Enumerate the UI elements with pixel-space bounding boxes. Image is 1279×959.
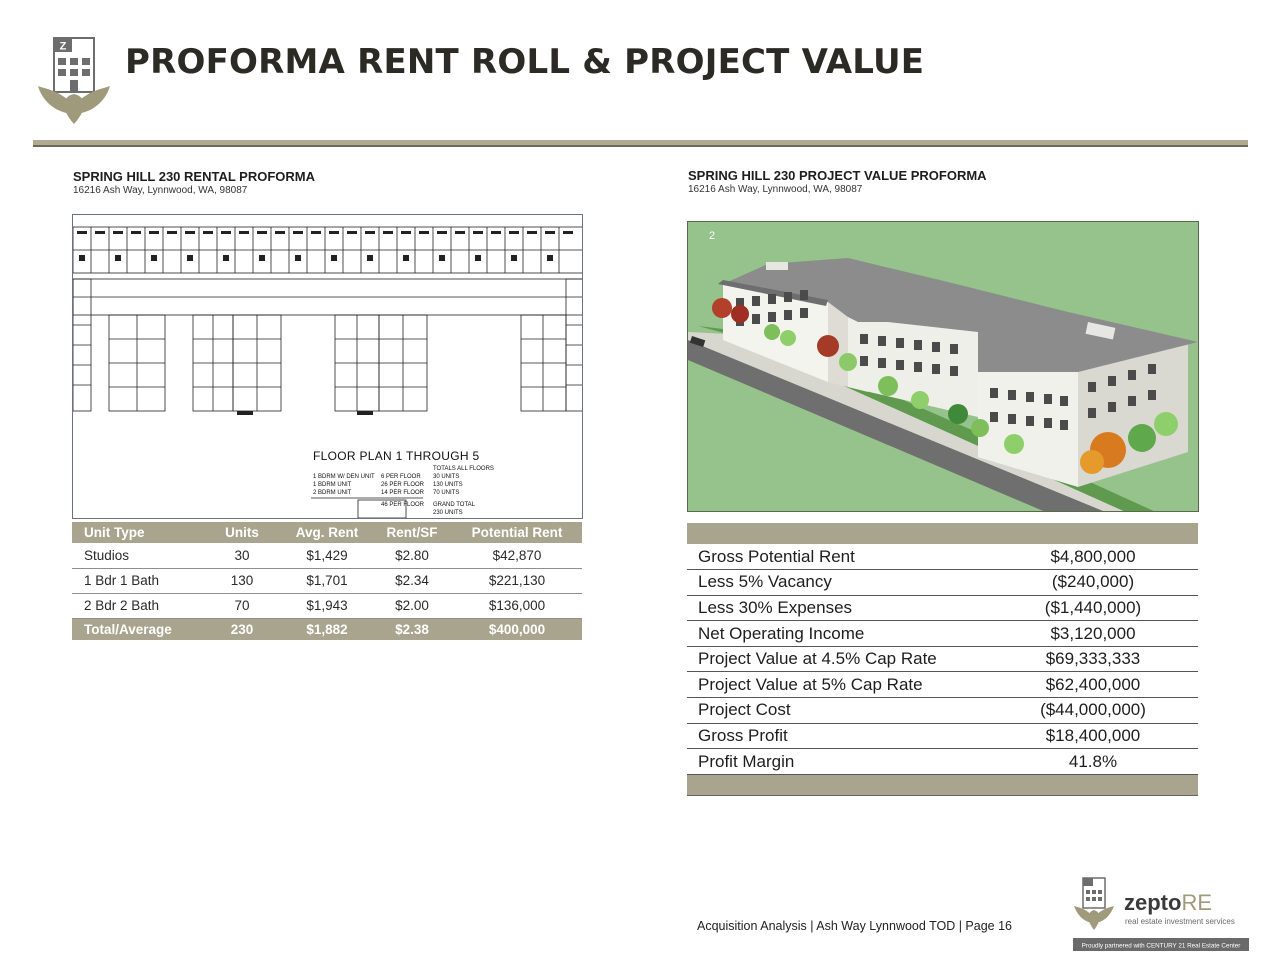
legend-row: 2 BDRM UNIT 14 PER FLOOR 70 UNITS xyxy=(313,490,460,496)
header-avg-rent: Avg. Rent xyxy=(282,522,372,543)
value-label: Less 5% Vacancy xyxy=(687,570,988,596)
floor-plan-title: FLOOR PLAN 1 THROUGH 5 xyxy=(313,449,480,463)
table-row xyxy=(687,698,1198,724)
legend-row: 1 BDRM UNIT 26 PER FLOOR 130 UNITS xyxy=(313,482,463,488)
total-avg-rent: $1,882 xyxy=(282,618,372,640)
cell-potential-rent: $42,870 xyxy=(452,543,582,568)
page-title: PROFORMA RENT ROLL & PROJECT VALUE xyxy=(125,42,925,82)
cell-potential-rent: $136,000 xyxy=(452,593,582,618)
header-potential-rent: Potential Rent xyxy=(452,522,582,543)
building-rendering-illustration xyxy=(688,222,1199,512)
project-value-table xyxy=(687,544,1198,775)
rental-proforma-address: 16216 Ash Way, Lynnwood, WA, 98087 xyxy=(73,185,248,196)
value-label: Project Cost xyxy=(687,698,988,724)
rent-roll-table xyxy=(72,522,582,640)
floor-plan-legend xyxy=(313,465,494,517)
building-rendering xyxy=(687,221,1199,512)
value-amount: $18,400,000 xyxy=(988,723,1198,749)
total-rent-sf: $2.38 xyxy=(372,618,452,640)
cell-unit-type: 1 Bdr 1 Bath xyxy=(72,568,202,593)
value-amount: 41.8% xyxy=(988,749,1198,775)
header-rent-sf: Rent/SF xyxy=(372,522,452,543)
page-number: 16 xyxy=(998,919,1013,933)
value-amount: $69,333,333 xyxy=(988,646,1198,672)
legend-grand-total-label: GRAND TOTAL xyxy=(433,502,476,508)
zepto-brand-logo xyxy=(1073,876,1249,952)
legend-header: TOTALS ALL FLOORS xyxy=(433,466,494,472)
value-table-header-band xyxy=(687,523,1198,544)
cell-avg-rent: $1,429 xyxy=(282,543,372,568)
logo-letter: Z xyxy=(59,40,67,53)
company-logo xyxy=(36,34,112,128)
legend-floor-total: 46 PER FLOOR xyxy=(381,502,425,508)
page-footer xyxy=(697,919,1012,933)
table-total-row xyxy=(72,618,582,640)
cell-units: 70 xyxy=(202,593,282,618)
total-units: 230 xyxy=(202,618,282,640)
table-row xyxy=(687,570,1198,596)
value-label: Less 30% Expenses xyxy=(687,595,988,621)
title-divider xyxy=(33,140,1248,147)
cell-avg-rent: $1,943 xyxy=(282,593,372,618)
header-units: Units xyxy=(202,522,282,543)
table-row xyxy=(72,593,582,618)
rendering-label: 2 xyxy=(709,230,716,242)
value-label: Gross Profit xyxy=(687,723,988,749)
brand-partner-text: Proudly partnered with CENTURY 21 Real Estate Center xyxy=(1081,942,1241,950)
table-row xyxy=(72,568,582,593)
value-label: Project Value at 5% Cap Rate xyxy=(687,672,988,698)
cell-rent-sf: $2.00 xyxy=(372,593,452,618)
value-amount: ($1,440,000) xyxy=(988,595,1198,621)
cell-avg-rent: $1,701 xyxy=(282,568,372,593)
brand-tagline: real estate investment services xyxy=(1125,917,1235,926)
table-row xyxy=(687,621,1198,647)
value-amount: ($240,000) xyxy=(988,570,1198,596)
cell-rent-sf: $2.80 xyxy=(372,543,452,568)
table-row xyxy=(687,544,1198,570)
value-amount: $62,400,000 xyxy=(988,672,1198,698)
table-row xyxy=(72,543,582,568)
cell-units: 130 xyxy=(202,568,282,593)
table-header-row xyxy=(72,522,582,543)
header-unit-type: Unit Type xyxy=(72,522,202,543)
rental-proforma-title: SPRING HILL 230 RENTAL PROFORMA xyxy=(73,169,315,184)
table-row xyxy=(687,646,1198,672)
legend-row: 1 BDRM W/ DEN UNIT 6 PER FLOOR 30 UNITS xyxy=(313,474,460,480)
value-label: Net Operating Income xyxy=(687,621,988,647)
value-label: Gross Potential Rent xyxy=(687,544,988,570)
footer-text: Acquisition Analysis | Ash Way Lynnwood TOD | Page xyxy=(697,919,995,933)
value-label: Profit Margin xyxy=(687,749,988,775)
cell-units: 30 xyxy=(202,543,282,568)
total-potential-rent: $400,000 xyxy=(452,618,582,640)
table-row xyxy=(687,723,1198,749)
total-label: Total/Average xyxy=(72,618,202,640)
table-row xyxy=(687,595,1198,621)
cell-unit-type: Studios xyxy=(72,543,202,568)
value-amount: ($44,000,000) xyxy=(988,698,1198,724)
value-amount: $4,800,000 xyxy=(988,544,1198,570)
value-label: Project Value at 4.5% Cap Rate xyxy=(687,646,988,672)
value-amount: $3,120,000 xyxy=(988,621,1198,647)
project-value-address: 16216 Ash Way, Lynnwood, WA, 98087 xyxy=(688,184,863,195)
floor-plan-drawing xyxy=(72,214,583,519)
cell-potential-rent: $221,130 xyxy=(452,568,582,593)
table-row xyxy=(687,672,1198,698)
value-table-footer-band xyxy=(687,775,1198,796)
brand-name: zeptoRE xyxy=(1124,890,1213,915)
table-row xyxy=(687,749,1198,775)
cell-unit-type: 2 Bdr 2 Bath xyxy=(72,593,202,618)
cell-rent-sf: $2.34 xyxy=(372,568,452,593)
legend-grand-total-value: 230 UNITS xyxy=(433,510,463,516)
project-value-title: SPRING HILL 230 PROJECT VALUE PROFORMA xyxy=(688,168,987,183)
